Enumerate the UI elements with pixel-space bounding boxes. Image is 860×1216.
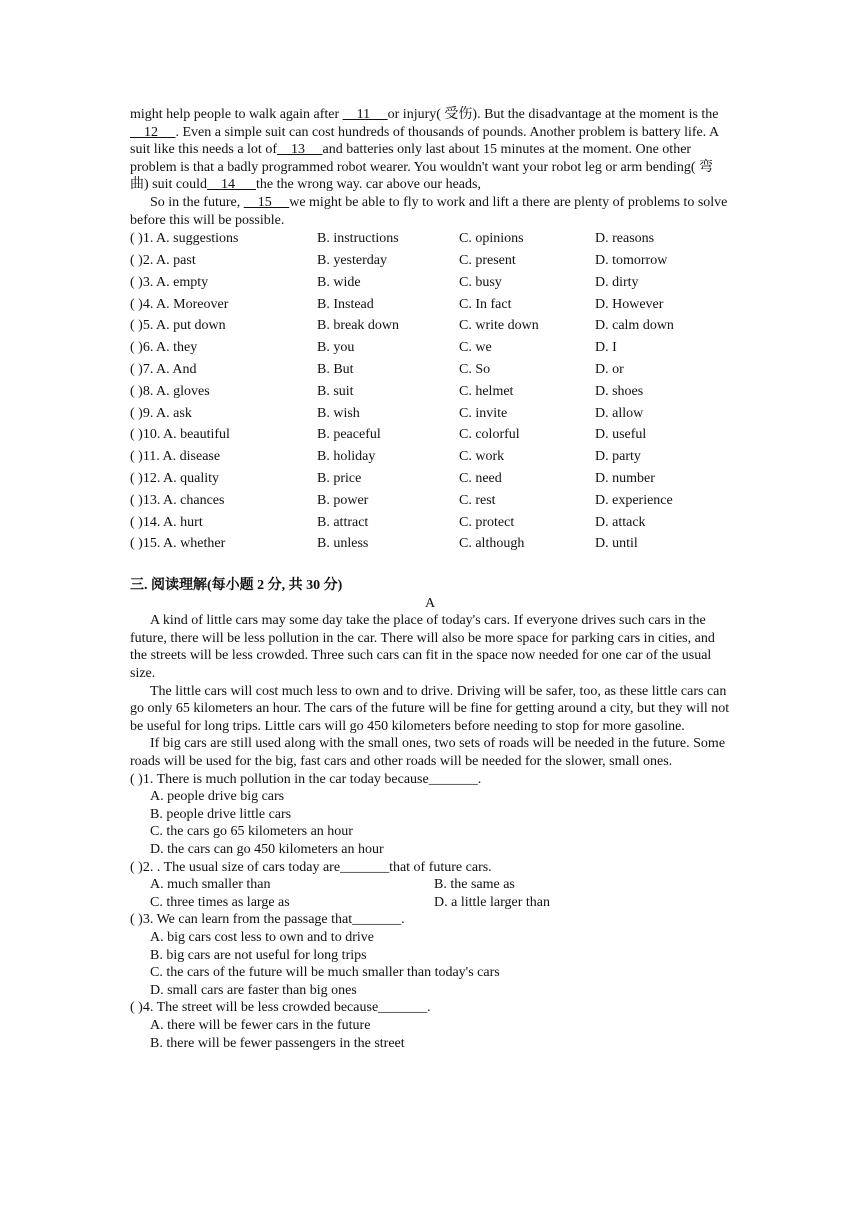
question-text: ( )4. The street will be less crowded because <box>130 1000 379 1016</box>
choice: D. small cars are faster than big ones <box>150 982 357 998</box>
cloze-text: . Even a simple suit can cost hundreds of thousands of pounds. Another problem is battery life. A suit like this needs a lot of <box>130 124 719 158</box>
option-b: B. price <box>317 470 362 486</box>
option-b: B. wide <box>317 274 361 290</box>
option-b: B. wish <box>317 405 360 421</box>
choice: A. much smaller than <box>150 877 271 893</box>
passage-paragraph: The little cars will cost much less to own and to drive. Driving will be safer, too, as these little cars can go only 65 kilometers an hour. The cars of the future will be fine for getting around a city, but they will not be useful for long trips. Little cars will go 450 kilometers before needing to stop for more gasoline. <box>130 683 730 734</box>
blank-11: 11 <box>342 107 388 122</box>
passage-paragraph: A kind of little cars may some day take the place of today's cars. If everyone drives such cars in the future, there will be less pollution in the car. There will also be more space for parking cars in cities, and the streets will be less crowded. Three such cars can fit in the space now needed for one car of the usual size. <box>130 613 715 682</box>
option-b: B. yesterday <box>317 252 387 268</box>
option-b: B. suit <box>317 383 354 399</box>
option-c: C. opinions <box>459 231 524 247</box>
question-2-stem <box>130 859 730 877</box>
question-text: . <box>427 1000 431 1016</box>
option-q: ( )3. A. empty <box>130 274 209 290</box>
choice: C. the cars go 65 kilometers an hour <box>150 824 353 840</box>
option-q: ( )9. A. ask <box>130 405 192 421</box>
option-c: C. busy <box>459 274 502 290</box>
option-c: C. So <box>459 361 491 377</box>
option-b: B. holiday <box>317 449 376 465</box>
option-b: B. attract <box>317 514 369 530</box>
option-q: ( )2. A. past <box>130 252 196 268</box>
blank-15: 15 <box>243 194 290 210</box>
choice: B. people drive little cars <box>150 806 292 822</box>
option-d: D. However <box>595 296 664 312</box>
option-c: C. colorful <box>459 427 520 443</box>
option-row <box>130 405 730 427</box>
option-b: B. unless <box>317 536 369 552</box>
option-c: C. need <box>459 470 502 486</box>
passage-paragraph: If big cars are still used along with the small ones, two sets of roads will be needed in the future. Some roads will be used for the big, fast cars and other roads will be needed for the slower, small ones. <box>130 736 726 770</box>
option-c: C. invite <box>459 405 508 421</box>
option-q: ( )4. A. Moreover <box>130 296 229 312</box>
option-d: D. tomorrow <box>595 252 668 268</box>
option-b: B. you <box>317 340 355 356</box>
option-row <box>130 514 730 536</box>
option-c: C. write down <box>459 318 539 334</box>
option-row <box>130 230 730 252</box>
option-q: ( )8. A. gloves <box>130 383 210 399</box>
option-c: C. rest <box>459 492 496 508</box>
option-row <box>130 448 730 470</box>
choice-row <box>130 894 730 912</box>
answer-blank: _______ <box>378 1000 428 1016</box>
choice: B. the same as <box>434 877 515 893</box>
option-q: ( )6. A. they <box>130 340 198 356</box>
cloze-text: So in the future, <box>150 194 244 210</box>
option-row <box>130 535 730 557</box>
option-q: ( )13. A. chances <box>130 492 225 508</box>
question-text: . <box>477 771 482 787</box>
cloze-text: the the wrong way. car above our heads, <box>256 177 481 193</box>
choice: A. people drive big cars <box>150 789 285 805</box>
cloze-paragraph-1 <box>130 106 730 194</box>
option-c: C. present <box>459 252 516 268</box>
question-text: that of future cars. <box>389 859 492 875</box>
choice: B. big cars are not useful for long trips <box>150 947 367 963</box>
option-c: C. protect <box>459 514 515 530</box>
question-4-stem <box>130 999 730 1017</box>
choice: B. there will be fewer passengers in the street <box>150 1035 405 1051</box>
option-row <box>130 361 730 383</box>
cloze-text: or injury( 受伤). But the disadvantage at the moment is the <box>387 107 719 122</box>
question-text: ( )2. . The usual size of cars today are <box>130 859 341 875</box>
option-d: D. or <box>595 361 624 377</box>
option-row <box>130 274 730 296</box>
option-d: D. attack <box>595 514 646 530</box>
option-c: C. work <box>459 449 505 465</box>
option-c: C. although <box>459 536 525 552</box>
option-row <box>130 492 730 514</box>
cloze-paragraph-2 <box>130 194 730 229</box>
cloze-options-table <box>130 230 730 557</box>
option-row <box>130 426 730 448</box>
option-c: C. In fact <box>459 296 512 312</box>
passage-label: A <box>424 595 436 611</box>
cloze-text: we might be able to fly to work and lift a there are plenty of problems to solve before this will be possible. <box>130 194 728 228</box>
option-q: ( )7. A. And <box>130 361 197 377</box>
answer-blank: _______ <box>340 859 390 875</box>
answer-blank: _______ <box>352 912 402 928</box>
option-b: B. But <box>317 361 354 377</box>
question-text: ( )1. There is much pollution in the car today because <box>130 771 429 787</box>
option-q: ( )10. A. beautiful <box>130 427 230 443</box>
option-b: B. power <box>317 492 369 508</box>
option-q: ( )11. A. disease <box>130 449 221 465</box>
choice-row <box>130 876 730 894</box>
option-q: ( )15. A. whether <box>130 536 226 552</box>
option-b: B. instructions <box>317 231 399 247</box>
option-row <box>130 252 730 274</box>
choice: A. big cars cost less to own and to drive <box>150 929 374 945</box>
option-c: C. helmet <box>459 383 514 399</box>
option-d: D. dirty <box>595 274 639 290</box>
option-c: C. we <box>459 340 492 356</box>
option-row <box>130 383 730 405</box>
option-d: D. useful <box>595 427 647 443</box>
option-q: ( )12. A. quality <box>130 470 220 486</box>
cloze-text: might help people to walk again after <box>130 107 343 122</box>
option-b: B. break down <box>317 318 400 334</box>
choice: D. the cars can go 450 kilometers an hour <box>150 842 384 858</box>
blank-12: 12 <box>130 124 176 140</box>
page-content <box>130 106 730 1052</box>
option-d: D. party <box>595 449 641 465</box>
question-3-stem <box>130 911 730 929</box>
option-d: D. shoes <box>595 383 644 399</box>
choice: C. three times as large as <box>150 894 290 910</box>
question-1-stem <box>130 771 730 789</box>
cloze-text: and batteries only last about 15 minutes at the moment. One other problem is that a badly programmed robot wearer. You wouldn't want your robot leg or arm bending( 弯曲) suit could <box>130 142 714 193</box>
option-b: B. Instead <box>317 296 374 312</box>
blank-13: 13 <box>276 142 323 158</box>
option-row <box>130 470 730 492</box>
option-d: D. I <box>595 340 617 356</box>
option-row <box>130 339 730 361</box>
option-b: B. peaceful <box>317 427 381 443</box>
option-d: D. reasons <box>595 231 655 247</box>
option-q: ( )14. A. hurt <box>130 514 203 530</box>
option-row <box>130 296 730 318</box>
choice: C. the cars of the future will be much smaller than today's cars <box>150 965 500 981</box>
option-q: ( )1. A. suggestions <box>130 231 239 247</box>
answer-blank: _______ <box>428 771 478 787</box>
section-title: 三. 阅读理解(每小题 2 分, 共 30 分) <box>130 578 343 594</box>
question-text: . <box>401 912 405 928</box>
blank-14: 14 <box>207 177 256 193</box>
option-d: D. allow <box>595 405 644 421</box>
option-d: D. number <box>595 470 655 486</box>
option-d: D. calm down <box>595 318 674 334</box>
option-row <box>130 317 730 339</box>
question-text: ( )3. We can learn from the passage that <box>130 912 353 928</box>
choice: A. there will be fewer cars in the future <box>150 1017 371 1033</box>
option-q: ( )5. A. put down <box>130 318 226 334</box>
option-d: D. experience <box>595 492 673 508</box>
choice: D. a little larger than <box>434 894 550 910</box>
option-d: D. until <box>595 536 638 552</box>
